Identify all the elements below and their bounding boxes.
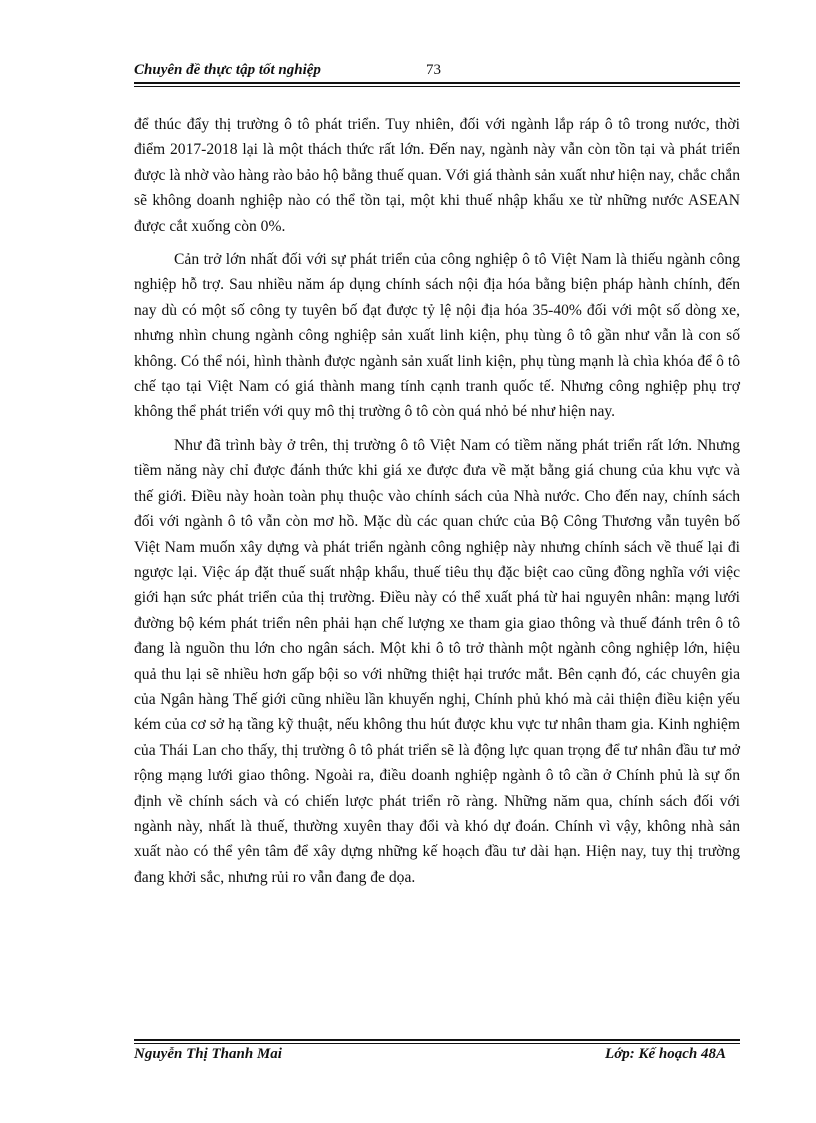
paragraph-continuation: để thúc đẩy thị trường ô tô phát triển. Tuy nhiên, đối với ngành lắp ráp ô tô trong nước, thời điểm 2017-2018 lại là một thách thức rất lớn. Đến nay, ngành này vẫn còn tồn tại và phát triển được là nhờ vào hàng rào bảo hộ bằng thuế quan. Với giá thành sản xuất như hiện nay, chắc chắn sẽ không doanh nghiệp nào có thể tồn tại, một khi thuế nhập khẩu xe từ những nước ASEAN được cắt xuống còn 0%. bbox=[134, 116, 740, 235]
class-label: Lớp: Kế hoạch 48A bbox=[605, 1046, 726, 1062]
footer-divider bbox=[134, 1039, 740, 1044]
page-number: 73 bbox=[426, 62, 441, 78]
author-name: Nguyễn Thị Thanh Mai bbox=[134, 1046, 282, 1062]
header-divider bbox=[134, 82, 740, 87]
document-title: Chuyên đề thực tập tốt nghiệp bbox=[134, 62, 321, 78]
paragraph: Cản trở lớn nhất đối với sự phát triển của công nghiệp ô tô Việt Nam là thiếu ngành công nghiệp hỗ trợ. Sau nhiều năm áp dụng chính sách nội địa hóa bằng biện pháp hành chính, đến nay dù có một số công ty tuyên bố đạt được tỷ lệ nội địa hóa 35-40% đối với một số dòng xe, nhưng nhìn chung ngành công nghiệp sản xuất linh kiện, phụ tùng ô tô gần như vẫn là con số không. Có thể nói, hình thành được ngành sản xuất linh kiện, phụ tùng mạnh là chìa khóa để ô tô chế tạo tại Việt Nam có giá thành mang tính cạnh tranh quốc tế. Nhưng công nghiệp phụ trợ không thể phát triển với quy mô thị trường ô tô còn quá nhỏ bé như hiện nay. bbox=[134, 251, 740, 421]
paragraph: Như đã trình bày ở trên, thị trường ô tô Việt Nam có tiềm năng phát triển rất lớn. Nhưng tiềm năng này chỉ được đánh thức khi giá xe được đưa về mặt bằng giá chung của khu vực và thế giới. Điều này hoàn toàn phụ thuộc vào chính sách của Nhà nước. Cho đến nay, chính sách đối với ngành ô tô vẫn còn mơ hồ. Mặc dù các quan chức của Bộ Công Thương vẫn tuyên bố Việt Nam muốn xây dựng và phát triển ngành công nghiệp này nhưng chính sách về thuế lại đi ngược lại. Việc áp đặt thuế suất nhập khẩu, thuế tiêu thụ đặc biệt cao cũng đồng nghĩa với việc giới hạn sức phát triển của thị trường. Điều này có thể xuất phá từ hai nguyên nhân: mạng lưới đường bộ kém phát triển nên phải hạn chế lượng xe tham gia giao thông và thuế đánh trên ô tô đang là nguồn thu lớn cho ngân sách. Một khi ô tô trở thành một ngành công nghiệp lớn, hiệu quả thu lại sẽ nhiều hơn gấp bội so với những thiệt hại trước mắt. Bên cạnh đó, các chuyên gia của Ngân hàng Thế giới cũng nhiều lần khuyến nghị, Chính phủ khó mà cải thiện điều kiện yếu kém của cơ sở hạ tầng kỹ thuật, nếu không thu hút được khu vực tư nhân tham gia. Kinh nghiệm của Thái Lan cho thấy, thị trường ô tô phát triển sẽ là động lực quan trọng để tư nhân đầu tư mở rộng mạng lưới giao thông. Ngoài ra, điều doanh nghiệp ngành ô tô cần ở Chính phủ là sự ổn định về chính sách và có chiến lược phát triển rõ ràng. Những năm qua, chính sách đối với ngành này, nhất là thuế, thường xuyên thay đổi và khó dự đoán. Chính vì vậy, không nhà sản xuất nào có thể yên tâm để xây dựng những kế hoạch đầu tư dài hạn. Hiện nay, tuy thị trường đang khởi sắc, nhưng rủi ro vẫn đang đe dọa. bbox=[134, 436, 740, 886]
body-text bbox=[134, 112, 740, 898]
page-footer bbox=[134, 1046, 740, 1070]
